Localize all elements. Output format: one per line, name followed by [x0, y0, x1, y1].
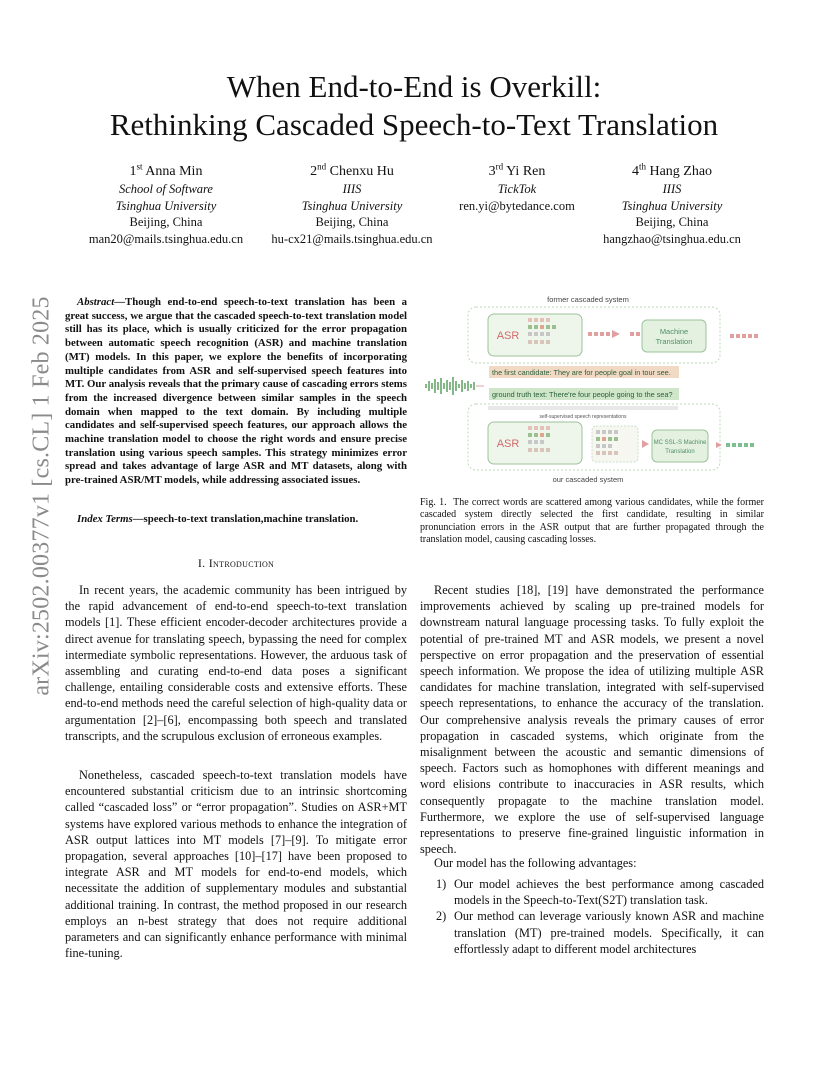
intro-paragraph-4: Our model has the following advantages:: [434, 856, 637, 870]
figure-label: Fig. 1.: [420, 497, 447, 508]
intro-paragraph-2: Nonetheless, cascaded speech-to-text translation models have encountered substantial criticism due to an intrinsic shortcoming called “cascaded loss” or “error propagation”. Studies on ASR+MT systems have explored various methods to enhance the integration of ASR output lattices into MT models [7]–[9]. To mitigate error propagation, several approaches [10]–[17] have been proposed to integrate ASR and MT models for end-to-end models, which necessitate the addition of supplementary modules and substantial additional training. In contrast, the method proposed in our research employs an n-best strategy that does not require additional parameters and can significantly enhance performance with minimal fine-tuning.: [65, 768, 407, 961]
list-item-text: Our method can leverage variously known ASR and machine translation (MT) pre-trained models. Specifically, it can effortlessly adapt to different model architectures: [454, 909, 764, 956]
first-candidate-text: the first candidate: They are for people goal in tour see.: [492, 368, 671, 377]
index-terms: [65, 513, 407, 527]
author-location: Beijing, China: [129, 215, 203, 229]
author-name: Chenxu Hu: [329, 164, 394, 179]
author-name: Hang Zhao: [649, 164, 713, 179]
author-dept: IIIS: [342, 182, 362, 196]
our-system-label: our cascaded system: [552, 475, 624, 484]
author-dept: School of Software: [119, 182, 213, 196]
cascade-diagram: [420, 290, 766, 490]
author-org: Tsinghua University: [621, 198, 723, 213]
intro-paragraph-1: In recent years, the academic community has been intrigued by the rapid advancement of end-to-end speech-to-text translation models [1]. These efficient encoder-decoder architectures provide a direct avenue for translating speech, bypassing the need for complex intermediate symbolic representations. However, the arduous task of assembling and curating end-to-end data poses a significant challenge, entailing considerable costs and extensive efforts. These end-to-end methods need the careful selection of high-quality data or argumentation [2]–[6], encompassing both speech and translated transcripts, and the scrupulous exclusion of erroneous examples.: [65, 583, 407, 743]
abstract: [65, 296, 407, 488]
caption-text: The correct words are scattered among various candidates, while the former cascaded system directly selected the first candidate, resulting in similar pronunciation errors in the ASR output that are further propagated through the translation model, causing cascading losses.: [420, 497, 765, 546]
author-email: man20@mails.tsinghua.edu.cn: [88, 231, 244, 246]
index-terms-lead: Index Terms: [77, 513, 133, 525]
author-ordinal: 1: [129, 164, 137, 179]
author-ordinal-suffix: st: [136, 161, 143, 172]
author-name: Anna Min: [145, 164, 203, 179]
asr-label-bottom: ASR: [496, 438, 520, 450]
asr-label-top: ASR: [496, 330, 520, 342]
author-email: hu-cx21@mails.tsinghua.edu.cn: [271, 231, 433, 246]
list-item: [420, 876, 764, 908]
author-org: Tsinghua University: [301, 198, 403, 213]
list-item-text: Our model achieves the best performance among cascaded models in the Speech-to-Text(S2T) translation task.: [454, 877, 764, 908]
author-dept: IIIS: [662, 182, 682, 196]
author-ordinal-suffix: nd: [317, 161, 327, 172]
author-org: Tsinghua University: [115, 198, 217, 213]
arrow-asr-to-mt-top: [588, 330, 640, 338]
speech-waveform: [426, 377, 474, 395]
author-ordinal-suffix: rd: [495, 161, 504, 172]
figure-caption: [420, 497, 764, 547]
title-line-1: When End-to-End is Overkill:: [226, 69, 602, 104]
mt-box-top: [642, 320, 706, 352]
advantages-list: [420, 876, 764, 957]
output-tokens-top: [730, 334, 758, 338]
author-email: ren.yi@bytedance.com: [459, 198, 575, 213]
arxiv-identifier: arXiv:2502.00377v1 [cs.CL] 1 Feb 2025: [28, 296, 55, 696]
mt-label-top-1: Machine: [659, 327, 689, 336]
author-ordinal: 4: [631, 164, 639, 179]
figure-1: [420, 290, 766, 490]
author-location: Beijing, China: [315, 215, 389, 229]
author-ordinal-suffix: th: [638, 161, 646, 172]
former-system-label: former cascaded system: [547, 295, 629, 304]
author-email: hangzhao@tsinghua.edu.cn: [603, 231, 741, 246]
ssl-label: self-supervised speech representations: [539, 414, 627, 420]
section-number: I.: [197, 556, 206, 570]
author-dept: TickTok: [497, 182, 537, 196]
ground-truth-text: ground truth text: There're four people going to the sea?: [492, 390, 673, 399]
section-title: Introduction: [208, 556, 275, 570]
author-ordinal: 2: [310, 164, 318, 179]
output-tokens-bottom: [716, 442, 754, 448]
list-item-number: 1): [436, 877, 447, 891]
abstract-lead: Abstract: [77, 296, 115, 308]
abstract-text: —Though end-to-end speech-to-text translation has been a great success, we argue that the cascaded speech-to-text translation model still has its place, which is usually criticized for the error propagation between automatic speech recognition (ASR) and machine translation (MT) models. In this paper, we explore the benefits of incorporating multiple candidates from ASR and self-supervised speech features into MT. Our analysis reveals that the primary cause of cascading errors stems from the increased divergence between similar samples in the speech domain when mapped to the text domain. By including multiple candidates and self-supervised speech features, our approach allows the machine translation model to choose the right words and ensure precise translation using various speech samples. This strategy minimizes error spread and takes advantage of large ASR and MT datasets, along with pre-trained ASR/MT models, while addressing associated issues.: [65, 296, 407, 487]
paper-title: [0, 68, 828, 144]
author-name: Yi Ren: [506, 164, 546, 179]
title-line-2: Rethinking Cascaded Speech-to-Text Translation: [109, 107, 719, 142]
list-item-number: 2): [436, 909, 447, 924]
author-location: Beijing, China: [635, 215, 709, 229]
author-1: [80, 163, 252, 247]
intro-paragraph-3: Recent studies [18], [19] have demonstrated the performance improvements achieved by scaling up pre-trained models for downstream natural language processing tasks. To fully exploit the potential of pre-trained MT and ASR models, we present a novel perspective on error propagation and the preservation of essential speech information. We propose the idea of utilizing multiple ASR candidates for machine translation, integrated with self-supervised speech representations, to enhance the accuracy of the translation. Our comprehensive analysis reveals the primary causes of error propagation in cascaded systems, which originate from the misalignment between the acoustic and semantic dimensions of speech. Factors such as homophones with different meanings and word elisions contribute to inaccuracies in ASR results, which consequently propagate to the machine translation model. Furthermore, we explore the use of self-supervised language representations to preserve fine-grained linguistic information in speech.: [420, 583, 764, 857]
list-item: [420, 908, 764, 957]
our-mt-label-1: MC SSL-S Machine: [653, 440, 707, 446]
author-4: [594, 163, 750, 247]
index-terms-text: —speech-to-text translation,machine translation.: [132, 513, 359, 525]
feature-strip: [488, 406, 678, 410]
author-ordinal: 3: [488, 164, 496, 179]
arxiv-sidebar: [22, 286, 62, 706]
section-heading-introduction: [65, 556, 407, 571]
mt-label-top-2: Translation: [655, 337, 693, 346]
our-mt-label-2: Translation: [665, 449, 695, 455]
author-2: [262, 163, 442, 247]
author-block: [0, 163, 828, 253]
mt-box-bottom: [652, 430, 708, 462]
author-3: [448, 163, 586, 214]
arrow-candidates-to-mt: [642, 440, 649, 448]
